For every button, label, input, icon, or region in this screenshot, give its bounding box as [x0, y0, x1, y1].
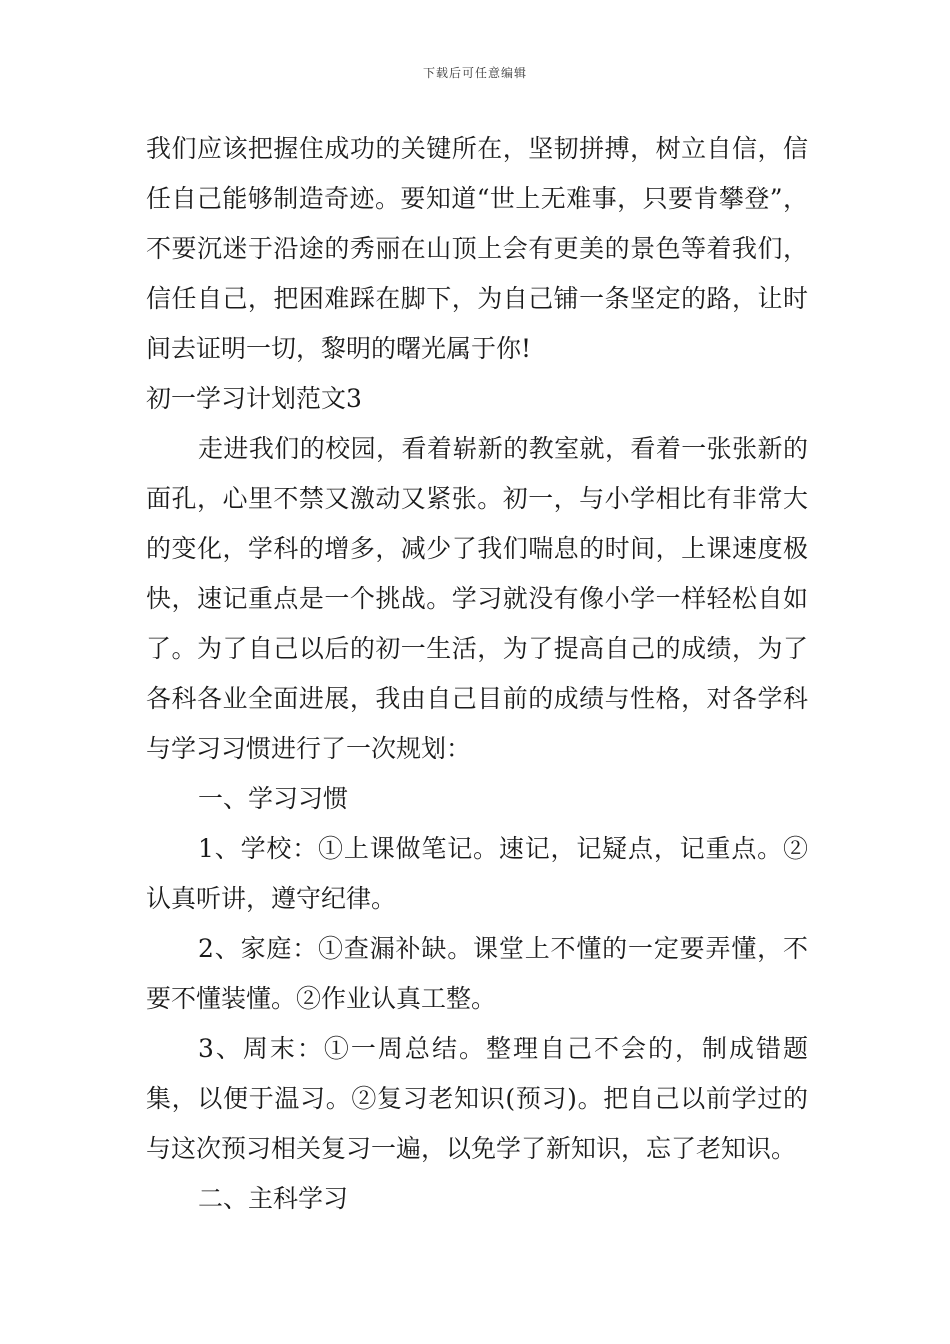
paragraph-intro: 走进我们的校园，看着崭新的教室就，看着一张张新的面孔，心里不禁又激动又紧张。初一，与小学相比有非常大的变化，学科的增多，减少了我们喘息的时间，上课速度极快，速记重点是一个挑战。学习就没有像小学一样轻松自如了。为了自己以后的初一生活，为了提高自己的成绩，为了各科各业全面进展，我由自己目前的成绩与性格，对各学科与学习习惯进行了一次规划：	[146, 434, 808, 763]
document-body	[146, 124, 808, 1224]
list-item-school: 1、学校：①上课做笔记。速记，记疑点，记重点。②认真听讲，遵守纪律。	[146, 834, 808, 913]
section-title: 初一学习计划范文3	[146, 384, 362, 413]
list-item-home: 2、家庭：①查漏补缺。课堂上不懂的一定要弄懂，不要不懂装懂。②作业认真工整。	[146, 934, 808, 1013]
page-header: 下载后可任意编辑	[422, 66, 527, 80]
heading-main-subjects: 二、主科学习	[198, 1184, 349, 1213]
heading-study-habits: 一、学习习惯	[198, 784, 349, 813]
list-item-weekend: 3、周末：①一周总结。整理自己不会的，制成错题集，以便于温习。②复习老知识(预习)。把自己以前学过的与这次预习相关复习一遍，以免学了新知识，忘了老知识。	[146, 1034, 808, 1163]
paragraph-conclusion: 我们应该把握住成功的关键所在，坚韧拼搏，树立自信，信任自己能够制造奇迹。要知道“世上无难事，只要肯攀登”，不要沉迷于沿途的秀丽在山顶上会有更美的景色等着我们，信任自己，把困难踩在脚下，为自己铺一条坚定的路，让时间去证明一切，黎明的曙光属于你!	[146, 134, 808, 363]
